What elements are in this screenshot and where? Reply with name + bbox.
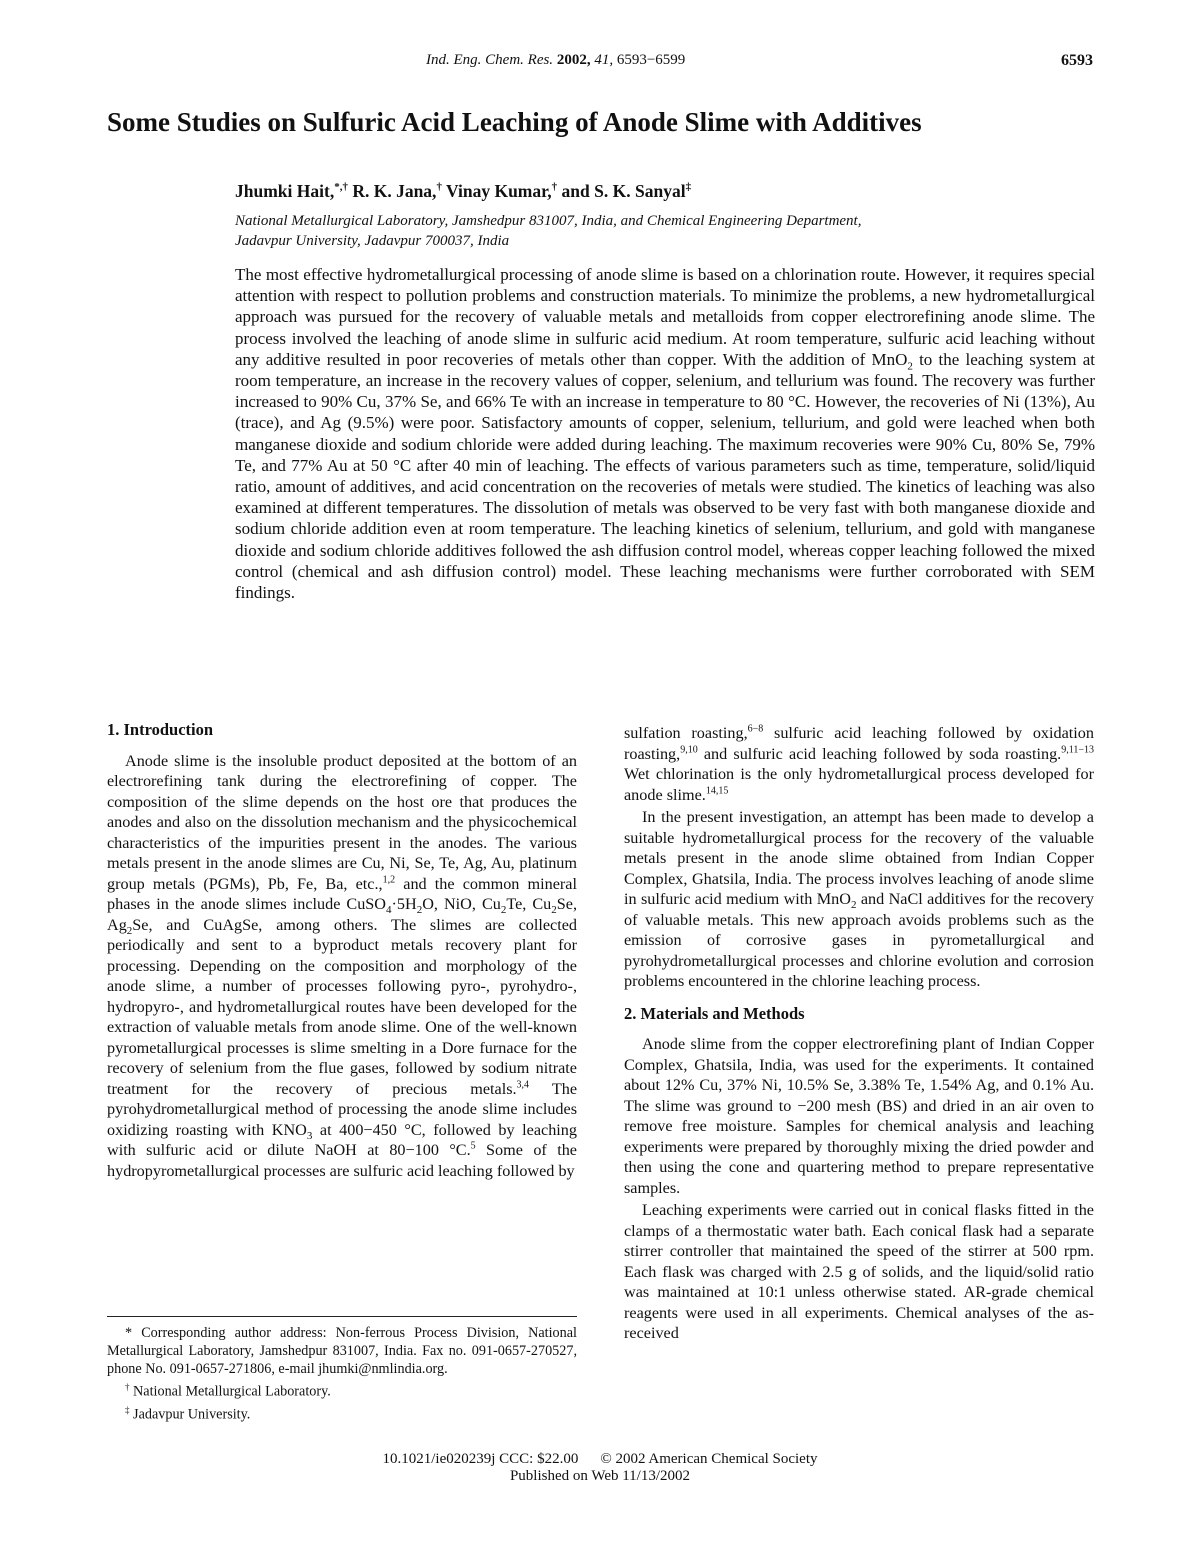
body-text: and sulfuric acid leaching followed by soda roasting. bbox=[697, 744, 1062, 763]
author-affiliation-mark: *,† bbox=[334, 181, 348, 193]
copyright: © 2002 American Chemical Society bbox=[600, 1451, 818, 1467]
abstract bbox=[235, 264, 1095, 603]
footnote-affiliation bbox=[107, 1378, 577, 1401]
methods-paragraph: Leaching experiments were carried out in conical flasks fitted in the clamps of a thermostatic water bath. Each conical flask had a separate stirrer controller that maintained the speed of the stirrer at 500 rpm. Each flask was charged with 2.5 g of solids, and the liquid/solid ratio was maintained at 10:1 unless otherwise stated. AR-grade chemical reagents were used in all experiments. Chemical analyses of the as-received bbox=[624, 1201, 1094, 1342]
citation-ref: 14,15 bbox=[705, 785, 729, 797]
chem-subscript: 2 bbox=[551, 904, 557, 917]
body-text: and the common mineral phases in the anode slimes include CuSO bbox=[107, 874, 577, 913]
journal-pages: 6593−6599 bbox=[616, 52, 686, 68]
body-text: Anode slime is the insoluble product deposited at the bottom of an electrorefining tank during the electrorefining of copper. The composition of the slime depends on the host ore that produces the anodes and also on the dissolution mechanism and the physicochemical characteristics of the impurities present in the anodes. The various metals present in the anode slimes are Cu, Ni, Se, Te, Ag, Au, platinum group metals (PGMs), Pb, Fe, Ba, etc., bbox=[107, 751, 577, 893]
footnote-affiliation bbox=[107, 1401, 577, 1424]
footnote-corresponding-author: * Corresponding author address: Non-ferrous Process Division, National Metallurgical Laboratory, Jamshedpur 831007, India. Fax no. 091-0657-270527, phone No. 091-0657-271806, e-mail jhumki@nmlindia.org. bbox=[107, 1325, 577, 1377]
body-text: O, NiO, Cu bbox=[422, 895, 501, 913]
author-name: Vinay Kumar, bbox=[446, 180, 552, 201]
footnote-mark: † bbox=[125, 1382, 130, 1392]
body-text: Wet chlorination is the only hydrometallurgical process developed for anode slime. bbox=[624, 765, 1094, 804]
citation-ref: 1,2 bbox=[382, 874, 396, 886]
journal-header bbox=[426, 52, 876, 69]
chem-subscript: 3 bbox=[306, 1129, 313, 1142]
article-title: Some Studies on Sulfuric Acid Leaching of Anode Slime with Additives bbox=[107, 107, 922, 137]
footnote-divider bbox=[107, 1316, 577, 1317]
chem-subscript: 2 bbox=[850, 899, 857, 912]
footnotes bbox=[107, 1324, 577, 1423]
citation-ref: 6−8 bbox=[747, 723, 764, 735]
section-heading-materials-methods: 2. Materials and Methods bbox=[624, 1003, 805, 1023]
footnote-mark: ‡ bbox=[125, 1404, 130, 1415]
section-heading-introduction: 1. Introduction bbox=[107, 720, 214, 739]
citation-ref: 9,11−13 bbox=[1061, 744, 1094, 756]
journal-year: 2002, bbox=[556, 52, 591, 68]
page-footer bbox=[0, 1451, 1200, 1485]
abstract-text: The most effective hydrometallurgical processing of anode slime is based on a chlorination route. However, it requires special attention with respect to pollution problems and construction materials. To minimize the problems, a new hydrometallurgical approach was pursued for the recovery of valuable metals and metalloids from copper electrorefining anode slime. The process involved the leaching of anode slime in sulfuric acid medium. At room temperature, sulfuric acid leaching without any additive resulted in poor recoveries of metals other than copper. With the addition of MnO bbox=[235, 265, 1095, 369]
author-affiliation-mark: † bbox=[436, 181, 442, 193]
body-text: at 400−450 °C, followed by leaching with sulfuric acid or dilute NaOH at 80−100 °C. bbox=[107, 1120, 577, 1159]
abstract-text: to the leaching system at room temperature, an increase in the recovery values of copper, selenium, and tellurium was found. The recovery was further increased to 90% Cu, 37% Se, and 66% Te with an increase in temperature to 80 °C. However, the recoveries of Ni (13%), Au (trace), and Ag (9.5%) were poor. Satisfactory amounts of copper, selenium, tellurium, and gold were leached when both manganese dioxide and sodium chloride were added during leaching. The maximum recoveries were 90% Cu, 80% Se, 79% Te, and 77% Au at 50 °C after 40 min of leaching. The effects of various parameters such as time, temperature, solid/liquid ratio, amount of additives, and acid concentration on the recoveries of metals were studied. The kinetics of leaching was also examined at different temperatures. The dissolution of metals was observed to be very fast with both manganese dioxide and sodium chloride addition even at room temperature. The leaching kinetics of selenium, tellurium, and gold with manganese dioxide and sodium chloride additives followed the ash diffusion control model, whereas copper leaching followed the mixed control (chemical and ash diffusion control) model. These leaching mechanisms were further corroborated with SEM findings. bbox=[235, 349, 1095, 603]
journal-name: Ind. Eng. Chem. Res. bbox=[426, 52, 554, 68]
body-text: Te, Cu bbox=[506, 895, 552, 913]
affiliation bbox=[235, 211, 1095, 251]
body-text: Se, Ag bbox=[107, 895, 577, 934]
journal-volume: 41, bbox=[594, 52, 614, 68]
body-text: ·5H bbox=[391, 895, 417, 913]
author-name: Jhumki Hait, bbox=[235, 180, 335, 201]
right-column bbox=[624, 723, 1094, 1344]
left-column bbox=[107, 720, 577, 1181]
chem-subscript: 2 bbox=[126, 924, 133, 937]
chem-subscript: 2 bbox=[416, 904, 423, 917]
page-number: 6593 bbox=[1061, 52, 1093, 69]
citation-ref: 3,4 bbox=[516, 1079, 530, 1091]
author-list bbox=[235, 176, 1095, 202]
affiliation-line: Jadavpur University, Jadavpur 700037, India bbox=[235, 233, 510, 249]
intro-continuation bbox=[624, 723, 1094, 805]
author-name: and S. K. Sanyal bbox=[561, 180, 686, 201]
body-text: and NaCl additives for the recovery of valuable metals. This new approach avoids problems such as the emission of corrosive gases in pyrometallurgical and pyrohydrometallurgical processes and chlorine evolution and corrosion problems encountered in the chlorine leaching process. bbox=[624, 890, 1094, 990]
author-affiliation-mark: † bbox=[551, 181, 558, 193]
author-name: R. K. Jana, bbox=[352, 180, 437, 201]
intro-paragraph bbox=[624, 807, 1094, 992]
methods-paragraph: Anode slime from the copper electrorefining plant of Indian Copper Complex, Ghatsila, India, was used for the experiments. It contained about 12% Cu, 37% Ni, 10.5% Se, 3.38% Te, 1.54% Ag, and 0.1% Au. The slime was ground to −200 mesh (BS) and dried in an air oven to remove free moisture. Samples for chemical analysis and leaching experiments were prepared by thoroughly mixing the dried powder and then using the cone and quartering method to prepare representative samples. bbox=[624, 1035, 1094, 1197]
published-date: Published on Web 11/13/2002 bbox=[509, 1468, 691, 1484]
affiliation-line: National Metallurgical Laboratory, Jamshedpur 831007, India, and Chemical Engineering Department, bbox=[235, 213, 862, 229]
intro-paragraph bbox=[107, 751, 577, 1182]
body-text: sulfuric acid leaching followed by oxidation roasting, bbox=[624, 724, 1094, 763]
chem-subscript: 4 bbox=[386, 904, 392, 917]
footnote-text: Jadavpur University. bbox=[129, 1406, 251, 1423]
body-text: Se, and CuAgSe, among others. The slimes are collected periodically and sent to a byproduct metals recovery plant for processing. Depending on the composition and morphology of the anode slime, a number of processes following pyro-, pyrohydro-, hydropyro-, and hydrometallurgical routes have been developed for the extraction of valuable metals from anode slime. One of the well-known pyrometallurgical processes is slime smelting in a Dore furnace for the recovery of selenium from the flue gases, followed by sodium nitrate treatment for the recovery of precious metals. bbox=[107, 915, 577, 1098]
footnote-text: National Metallurgical Laboratory. bbox=[129, 1383, 331, 1400]
body-text: In the present investigation, an attempt has been made to develop a suitable hydrometallurgical process for the recovery of the valuable metals present in the anode slime obtained from Indian Copper Complex, Ghatsila, India. The process involves leaching of anode slime in sulfuric acid medium with MnO bbox=[624, 808, 1094, 908]
body-text: Some of the hydropyrometallurgical processes are sulfuric acid leaching followed by bbox=[107, 1141, 577, 1180]
body-text: sulfation roasting, bbox=[624, 724, 748, 742]
body-text: The pyrohydrometallurgical method of processing the anode slime includes oxidizing roasting with KNO bbox=[107, 1079, 578, 1139]
chem-subscript: 2 bbox=[500, 904, 507, 917]
doi-line: 10.1021/ie020239j CCC: $22.00 bbox=[382, 1451, 579, 1467]
author-affiliation-mark: ‡ bbox=[685, 181, 692, 193]
citation-ref: 5 bbox=[470, 1140, 476, 1152]
chem-subscript: 2 bbox=[907, 360, 913, 373]
citation-ref: 9,10 bbox=[680, 744, 698, 756]
